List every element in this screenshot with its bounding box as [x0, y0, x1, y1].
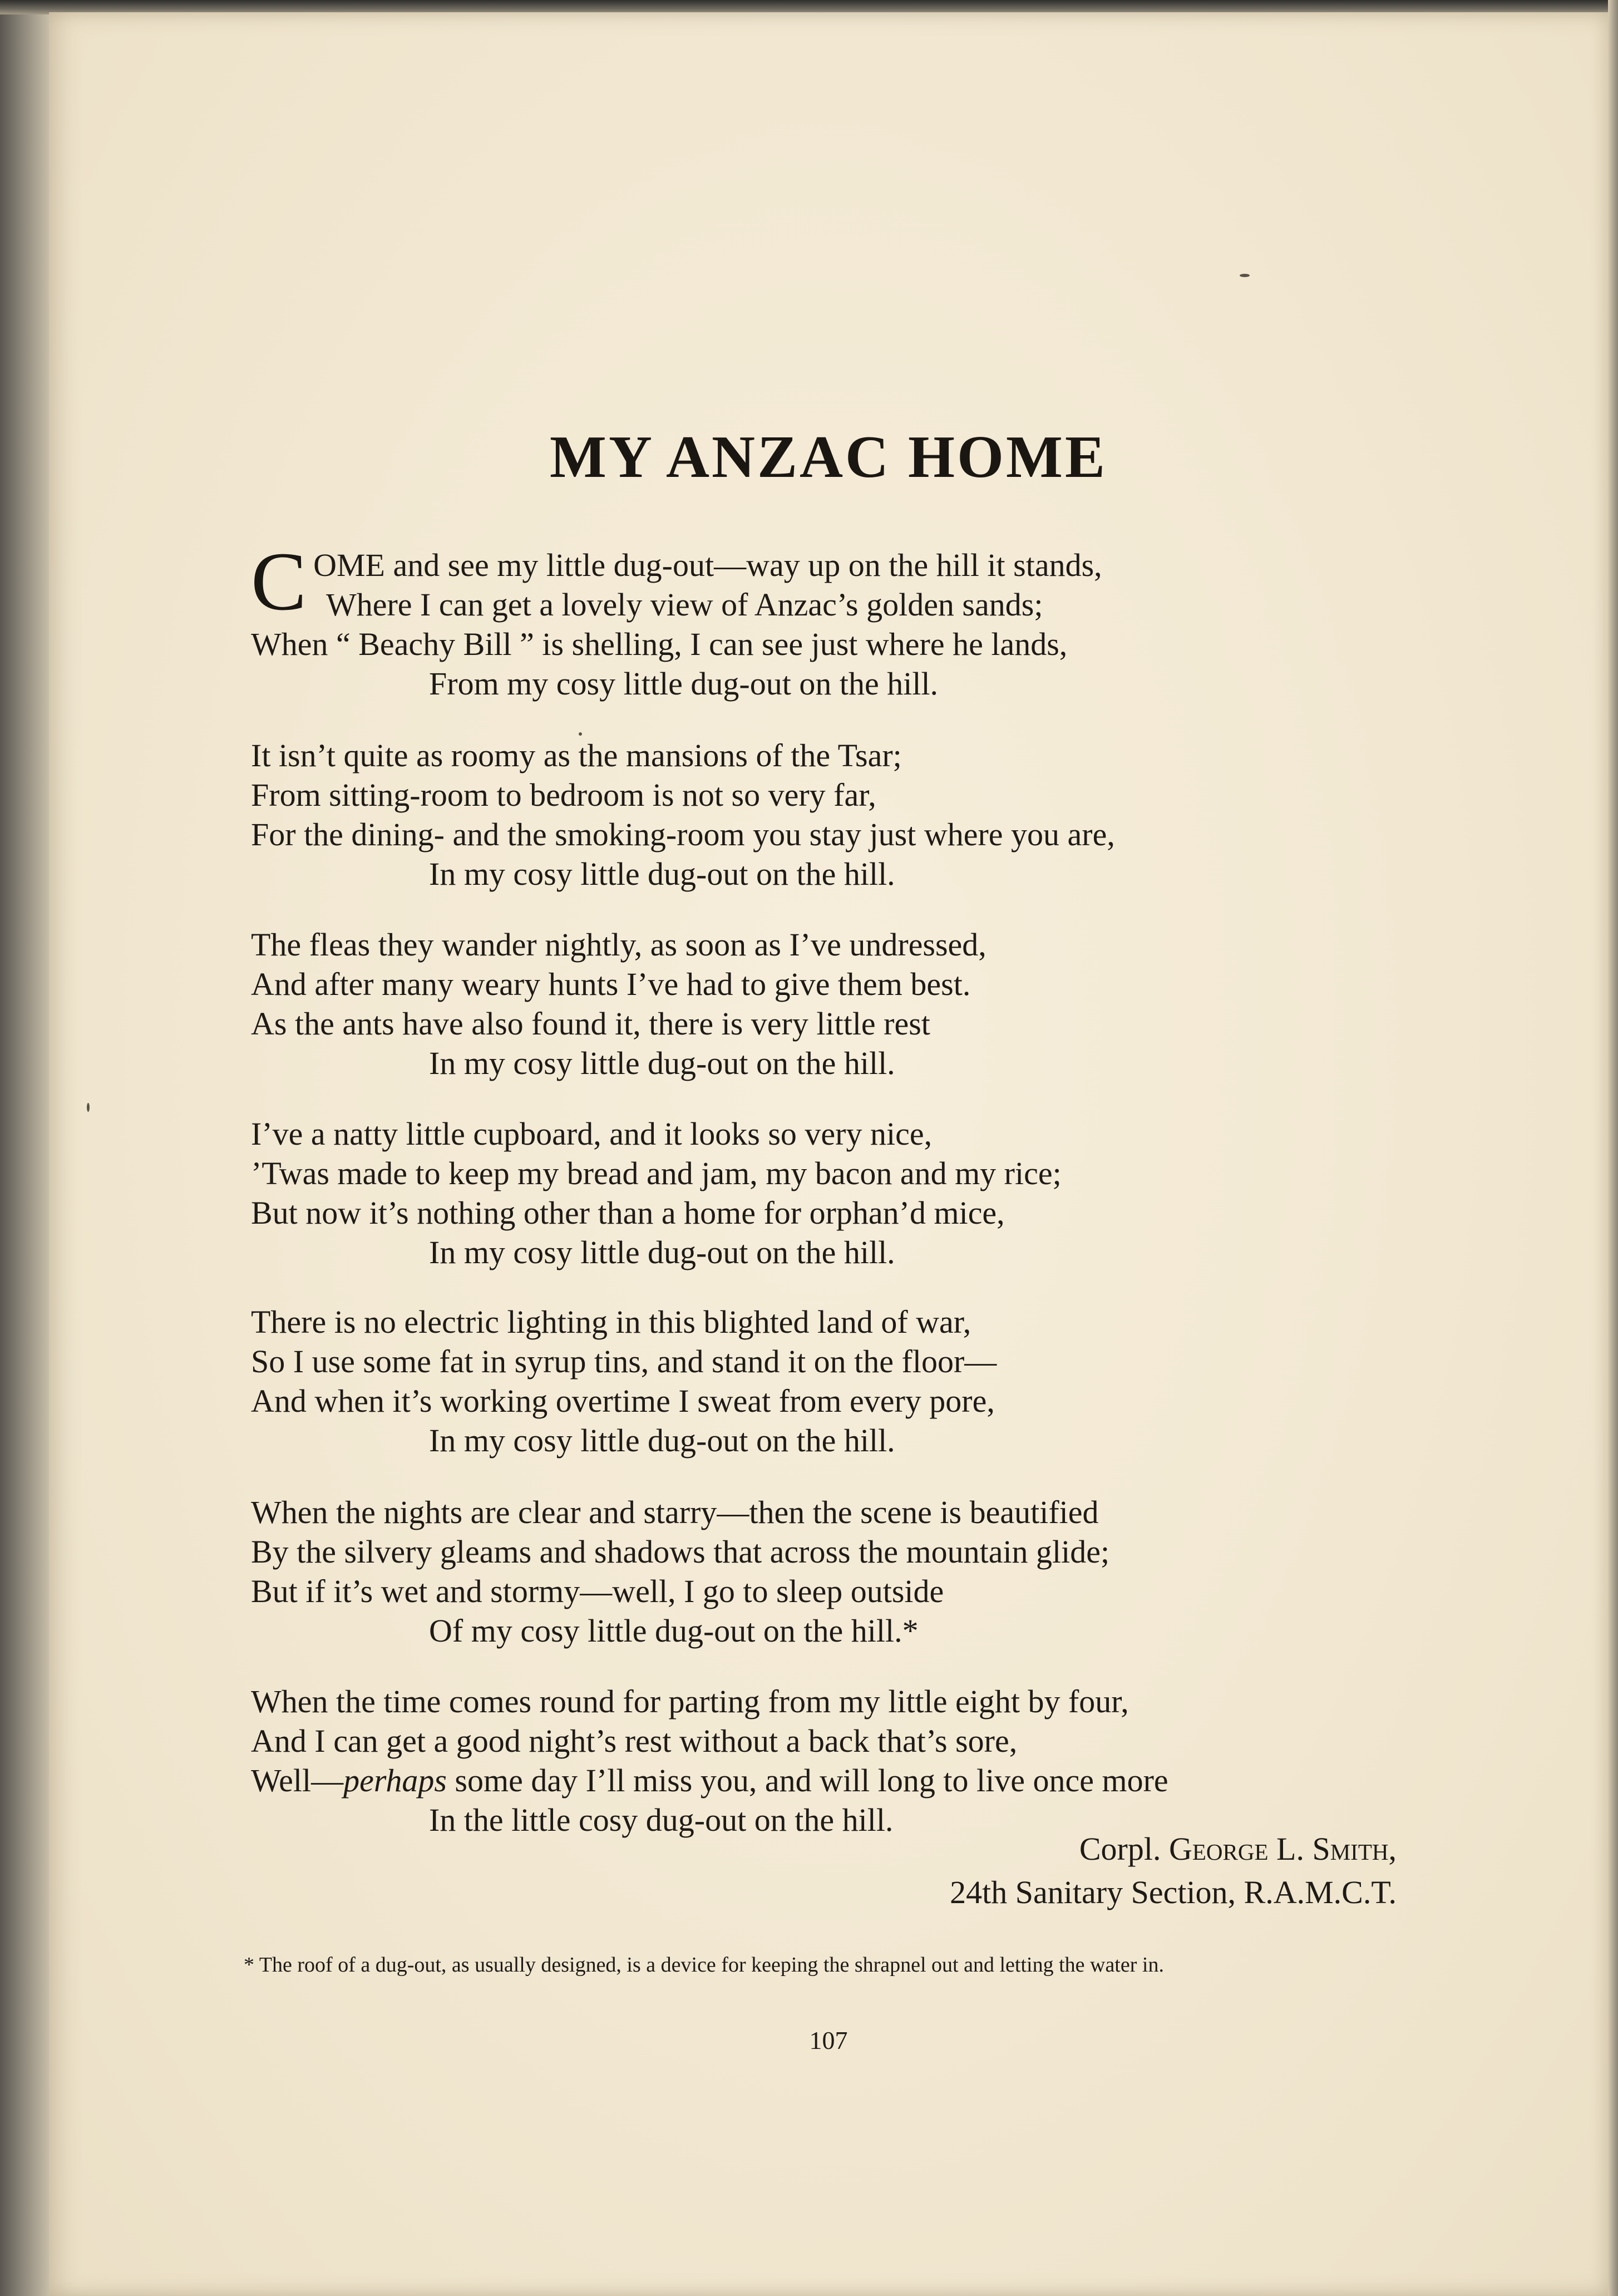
poem-text-block	[49, 12, 1608, 2296]
poem-line: The fleas they wander nightly, as soon as I’ve undressed,	[251, 927, 986, 963]
poem-line: And after many weary hunts I’ve had to give them best.	[251, 966, 971, 1002]
right-edge	[1608, 0, 1618, 2296]
poem-line: As the ants have also found it, there is very little rest	[251, 1006, 930, 1042]
poem-line: OME and see my little dug-out—way up on the hill it stands,	[313, 547, 1102, 583]
stanza-2	[251, 736, 1397, 894]
stanza-3	[251, 925, 1397, 1083]
line-prefix: Well—	[251, 1762, 344, 1799]
binding-edge	[0, 0, 50, 2296]
poem-line: Where I can get a lovely view of Anzac’s golden sands;	[326, 587, 1043, 623]
poem-line: It isn’t quite as roomy as the mansions of the Tsar;	[251, 737, 902, 773]
author-unit: 24th Sanitary Section, R.A.M.C.T.	[950, 1874, 1397, 1910]
author-name: George L. Smith,	[1169, 1831, 1397, 1867]
poem-line: I’ve a natty little cupboard, and it looks so very nice,	[251, 1116, 933, 1152]
poem-line: ’Twas made to keep my bread and jam, my bacon and my rice;	[251, 1155, 1062, 1191]
italic-word: perhaps	[343, 1762, 447, 1799]
poem-title: MY ANZAC HOME	[550, 424, 1107, 490]
poem-line: When the time comes round for parting from my little eight by four,	[251, 1683, 1129, 1719]
poem-refrain-line: In the little cosy dug-out on the hill.	[429, 1802, 894, 1838]
poem-line: There is no electric lighting in this blighted land of war,	[251, 1304, 971, 1340]
poem-line	[251, 1761, 1397, 1800]
author-signature	[950, 1827, 1397, 1914]
stanza-5	[251, 1302, 1397, 1460]
poem-refrain-line: In my cosy little dug-out on the hill.	[429, 1234, 895, 1270]
author-name-line	[950, 1827, 1397, 1871]
poem-line: And I can get a good night’s rest without a back that’s sore,	[251, 1723, 1018, 1759]
paper-speck	[1240, 274, 1250, 277]
poem-refrain-line: In my cosy little dug-out on the hill.	[429, 1045, 895, 1081]
stanza-1	[251, 535, 1397, 703]
poem-line: From sitting-room to bedroom is not so very far,	[251, 777, 876, 813]
stanza-6	[251, 1492, 1397, 1650]
paper-page	[49, 12, 1608, 2296]
poem-line: When the nights are clear and starry—then the scene is beautified	[251, 1494, 1099, 1530]
poem-refrain-line: In my cosy little dug-out on the hill.	[429, 856, 895, 892]
stanza-7	[251, 1682, 1397, 1840]
poem-line: And when it’s working overtime I sweat from every pore,	[251, 1383, 995, 1419]
poem-line: But now it’s nothing other than a home for orphan’d mice,	[251, 1195, 1005, 1231]
author-rank: Corpl.	[1079, 1831, 1161, 1867]
drop-cap: C	[251, 535, 307, 628]
poem-refrain-line: From my cosy little dug-out on the hill.	[429, 666, 939, 702]
line-rest: some day I’ll miss you, and will long to live once more	[455, 1762, 1168, 1799]
poem-line: For the dining- and the smoking-room you stay just where you are,	[251, 816, 1115, 853]
paper-speck	[579, 732, 582, 736]
poem-line: But if it’s wet and stormy—well, I go to sleep outside	[251, 1573, 944, 1609]
paper-speck	[87, 1103, 90, 1112]
poem-refrain-line: In my cosy little dug-out on the hill.	[429, 1422, 895, 1459]
poem-refrain-line: Of my cosy little dug-out on the hill.*	[429, 1613, 919, 1649]
poem-line: When “ Beachy Bill ” is shelling, I can see just where he lands,	[251, 626, 1068, 662]
footnote: * The roof of a dug-out, as usually designed, is a device for keeping the shrapnel out and letting the water in.	[244, 1953, 1164, 1977]
poem-line: By the silvery gleams and shadows that across the mountain glide;	[251, 1534, 1110, 1570]
page-number: 107	[809, 2026, 848, 2054]
poem-line: So I use some fat in syrup tins, and stand it on the floor—	[251, 1343, 997, 1379]
stanza-4	[251, 1114, 1397, 1272]
